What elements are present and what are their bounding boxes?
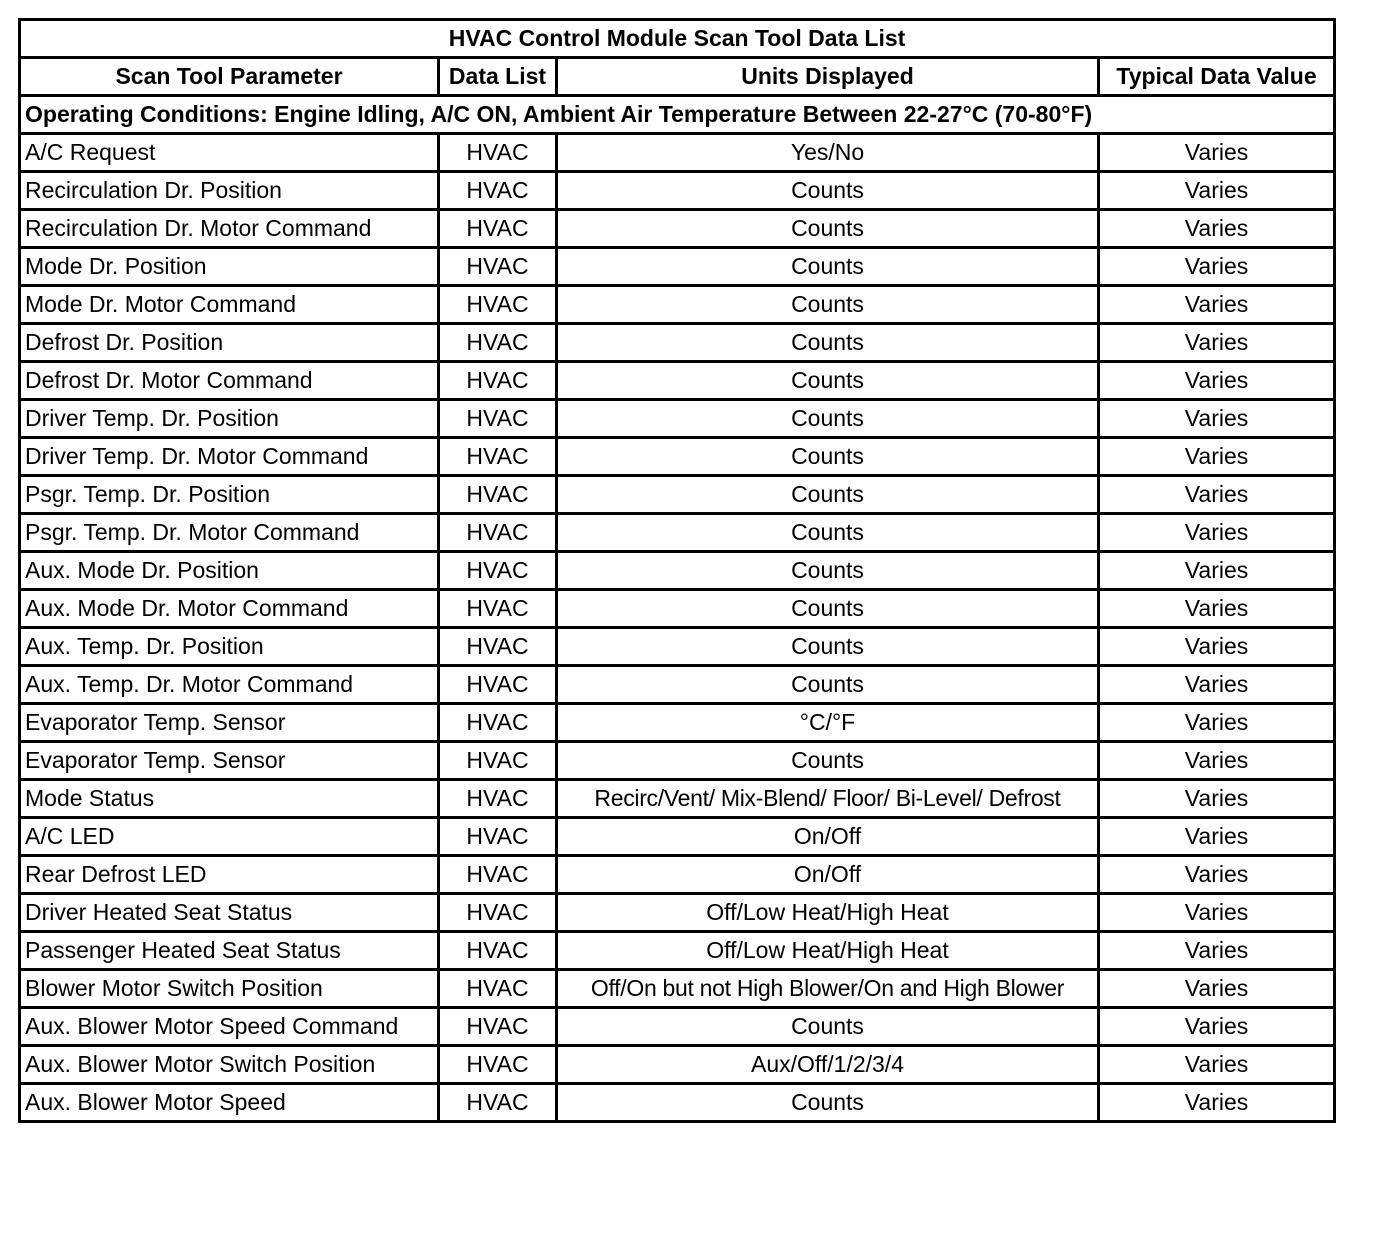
- title-row: [20, 20, 1335, 58]
- header-scan-tool-parameter: Scan Tool Parameter: [20, 58, 439, 96]
- typical-value-cell: Varies: [1099, 324, 1335, 362]
- data-list-cell: HVAC: [439, 134, 557, 172]
- units-cell: Counts: [557, 438, 1099, 476]
- units-cell: On/Off: [557, 818, 1099, 856]
- data-list-cell: HVAC: [439, 514, 557, 552]
- table-row: [20, 742, 1335, 780]
- units-cell: On/Off: [557, 856, 1099, 894]
- parameter-cell: Passenger Heated Seat Status: [20, 932, 439, 970]
- typical-value-cell: Varies: [1099, 552, 1335, 590]
- typical-value-cell: Varies: [1099, 780, 1335, 818]
- table-row: [20, 704, 1335, 742]
- typical-value-cell: Varies: [1099, 1046, 1335, 1084]
- header-typical-data-value: Typical Data Value: [1099, 58, 1335, 96]
- data-list-cell: HVAC: [439, 552, 557, 590]
- parameter-cell: Driver Temp. Dr. Motor Command: [20, 438, 439, 476]
- units-cell: Counts: [557, 248, 1099, 286]
- typical-value-cell: Varies: [1099, 704, 1335, 742]
- data-list-cell: HVAC: [439, 210, 557, 248]
- units-cell: Recirc/Vent/ Mix-Blend/ Floor/ Bi-Level/ Defrost: [557, 780, 1099, 818]
- table-title: HVAC Control Module Scan Tool Data List: [20, 20, 1335, 58]
- typical-value-cell: Varies: [1099, 286, 1335, 324]
- units-cell: Counts: [557, 552, 1099, 590]
- data-list-cell: HVAC: [439, 324, 557, 362]
- units-cell: Counts: [557, 514, 1099, 552]
- units-cell: Counts: [557, 1084, 1099, 1122]
- data-list-cell: HVAC: [439, 362, 557, 400]
- data-list-cell: HVAC: [439, 628, 557, 666]
- data-list-cell: HVAC: [439, 856, 557, 894]
- parameter-cell: Aux. Blower Motor Switch Position: [20, 1046, 439, 1084]
- typical-value-cell: Varies: [1099, 476, 1335, 514]
- data-list-cell: HVAC: [439, 1008, 557, 1046]
- header-units-displayed: Units Displayed: [557, 58, 1099, 96]
- units-cell: Counts: [557, 210, 1099, 248]
- parameter-cell: A/C Request: [20, 134, 439, 172]
- parameter-cell: Aux. Mode Dr. Motor Command: [20, 590, 439, 628]
- typical-value-cell: Varies: [1099, 856, 1335, 894]
- table-row: [20, 818, 1335, 856]
- units-cell: Yes/No: [557, 134, 1099, 172]
- typical-value-cell: Varies: [1099, 514, 1335, 552]
- table-row: [20, 894, 1335, 932]
- units-cell: Off/On but not High Blower/On and High Blower: [557, 970, 1099, 1008]
- parameter-cell: A/C LED: [20, 818, 439, 856]
- typical-value-cell: Varies: [1099, 1008, 1335, 1046]
- table-row: [20, 248, 1335, 286]
- table-row: [20, 1046, 1335, 1084]
- data-list-cell: HVAC: [439, 438, 557, 476]
- parameter-cell: Defrost Dr. Position: [20, 324, 439, 362]
- table-row: [20, 970, 1335, 1008]
- parameter-cell: Driver Temp. Dr. Position: [20, 400, 439, 438]
- table-row: [20, 476, 1335, 514]
- table-row: [20, 552, 1335, 590]
- table-row: [20, 514, 1335, 552]
- table-body: [20, 134, 1335, 1122]
- units-cell: Counts: [557, 742, 1099, 780]
- parameter-cell: Psgr. Temp. Dr. Motor Command: [20, 514, 439, 552]
- parameter-cell: Recirculation Dr. Position: [20, 172, 439, 210]
- typical-value-cell: Varies: [1099, 894, 1335, 932]
- table-row: [20, 362, 1335, 400]
- data-list-cell: HVAC: [439, 248, 557, 286]
- data-list-cell: HVAC: [439, 476, 557, 514]
- typical-value-cell: Varies: [1099, 590, 1335, 628]
- header-row: [20, 58, 1335, 96]
- table-row: [20, 856, 1335, 894]
- operating-conditions-row: [20, 96, 1335, 134]
- units-cell: Counts: [557, 324, 1099, 362]
- units-cell: Counts: [557, 286, 1099, 324]
- table-row: [20, 1084, 1335, 1122]
- units-cell: Counts: [557, 666, 1099, 704]
- data-list-cell: HVAC: [439, 704, 557, 742]
- units-cell: Counts: [557, 400, 1099, 438]
- parameter-cell: Aux. Blower Motor Speed: [20, 1084, 439, 1122]
- typical-value-cell: Varies: [1099, 666, 1335, 704]
- data-list-cell: HVAC: [439, 780, 557, 818]
- data-list-cell: HVAC: [439, 590, 557, 628]
- data-list-cell: HVAC: [439, 970, 557, 1008]
- parameter-cell: Recirculation Dr. Motor Command: [20, 210, 439, 248]
- parameter-cell: Mode Status: [20, 780, 439, 818]
- parameter-cell: Aux. Temp. Dr. Motor Command: [20, 666, 439, 704]
- parameter-cell: Defrost Dr. Motor Command: [20, 362, 439, 400]
- data-list-cell: HVAC: [439, 172, 557, 210]
- units-cell: °C/°F: [557, 704, 1099, 742]
- units-cell: Counts: [557, 628, 1099, 666]
- units-cell: Counts: [557, 590, 1099, 628]
- table-row: [20, 210, 1335, 248]
- data-list-cell: HVAC: [439, 400, 557, 438]
- data-list-cell: HVAC: [439, 286, 557, 324]
- units-cell: Counts: [557, 172, 1099, 210]
- data-list-cell: HVAC: [439, 894, 557, 932]
- header-data-list: Data List: [439, 58, 557, 96]
- table-row: [20, 666, 1335, 704]
- typical-value-cell: Varies: [1099, 932, 1335, 970]
- typical-value-cell: Varies: [1099, 438, 1335, 476]
- typical-value-cell: Varies: [1099, 134, 1335, 172]
- parameter-cell: Evaporator Temp. Sensor: [20, 704, 439, 742]
- parameter-cell: Driver Heated Seat Status: [20, 894, 439, 932]
- typical-value-cell: Varies: [1099, 628, 1335, 666]
- typical-value-cell: Varies: [1099, 818, 1335, 856]
- typical-value-cell: Varies: [1099, 362, 1335, 400]
- data-list-cell: HVAC: [439, 666, 557, 704]
- parameter-cell: Aux. Temp. Dr. Position: [20, 628, 439, 666]
- scan-tool-data-table: [18, 18, 1336, 1123]
- typical-value-cell: Varies: [1099, 210, 1335, 248]
- table-row: [20, 1008, 1335, 1046]
- typical-value-cell: Varies: [1099, 1084, 1335, 1122]
- units-cell: Off/Low Heat/High Heat: [557, 894, 1099, 932]
- table-row: [20, 400, 1335, 438]
- table-row: [20, 172, 1335, 210]
- parameter-cell: Rear Defrost LED: [20, 856, 439, 894]
- table-row: [20, 932, 1335, 970]
- parameter-cell: Evaporator Temp. Sensor: [20, 742, 439, 780]
- units-cell: Counts: [557, 1008, 1099, 1046]
- parameter-cell: Aux. Mode Dr. Position: [20, 552, 439, 590]
- units-cell: Counts: [557, 476, 1099, 514]
- parameter-cell: Mode Dr. Position: [20, 248, 439, 286]
- data-list-cell: HVAC: [439, 1084, 557, 1122]
- data-list-cell: HVAC: [439, 818, 557, 856]
- units-cell: Counts: [557, 362, 1099, 400]
- typical-value-cell: Varies: [1099, 172, 1335, 210]
- table-row: [20, 286, 1335, 324]
- table-row: [20, 324, 1335, 362]
- parameter-cell: Aux. Blower Motor Speed Command: [20, 1008, 439, 1046]
- units-cell: Aux/Off/1/2/3/4: [557, 1046, 1099, 1084]
- parameter-cell: Mode Dr. Motor Command: [20, 286, 439, 324]
- typical-value-cell: Varies: [1099, 400, 1335, 438]
- typical-value-cell: Varies: [1099, 970, 1335, 1008]
- parameter-cell: Blower Motor Switch Position: [20, 970, 439, 1008]
- typical-value-cell: Varies: [1099, 248, 1335, 286]
- operating-conditions: Operating Conditions: Engine Idling, A/C ON, Ambient Air Temperature Between 22-27°C (70-80°F): [20, 96, 1335, 134]
- table-row: [20, 438, 1335, 476]
- table-row: [20, 134, 1335, 172]
- data-list-cell: HVAC: [439, 742, 557, 780]
- typical-value-cell: Varies: [1099, 742, 1335, 780]
- data-list-cell: HVAC: [439, 932, 557, 970]
- table-row: [20, 590, 1335, 628]
- table-row: [20, 628, 1335, 666]
- parameter-cell: Psgr. Temp. Dr. Position: [20, 476, 439, 514]
- units-cell: Off/Low Heat/High Heat: [557, 932, 1099, 970]
- data-list-cell: HVAC: [439, 1046, 557, 1084]
- table-row: [20, 780, 1335, 818]
